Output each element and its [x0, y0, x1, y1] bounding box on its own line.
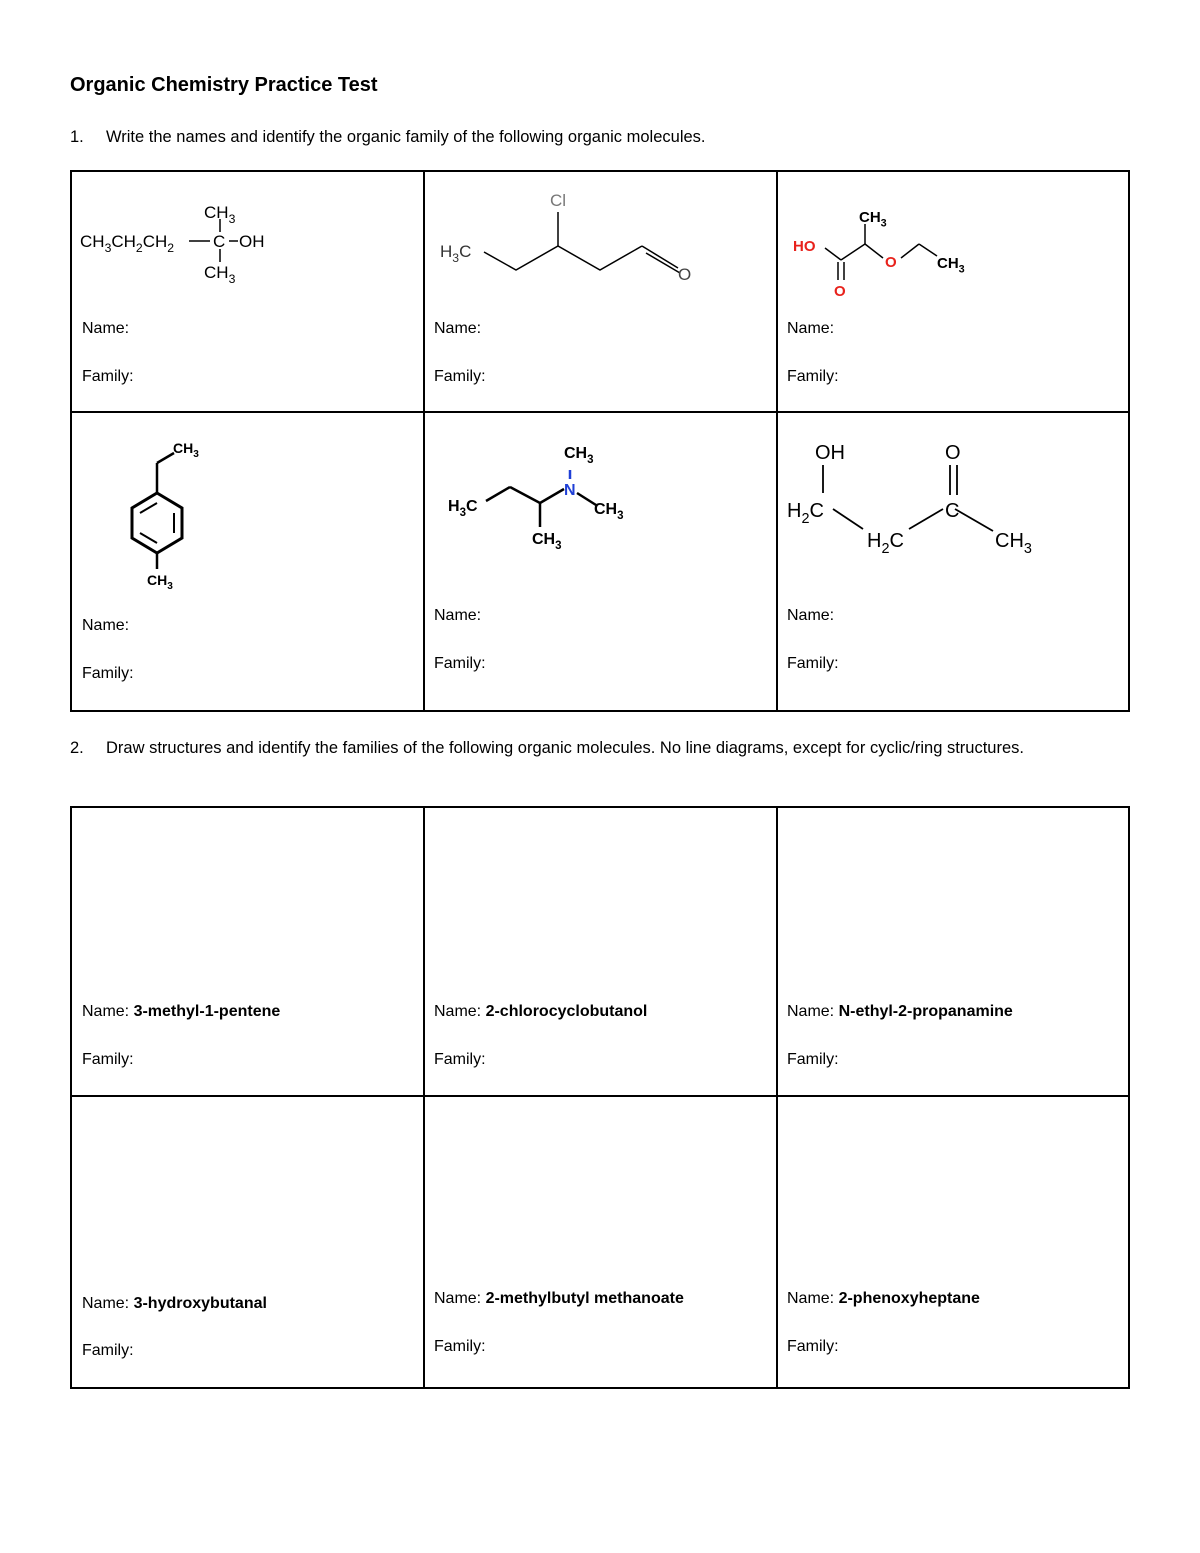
molecule-6-family-label: Family:: [787, 655, 839, 672]
molecule-4-ch3-bottom: $CH_3$: [147, 572, 173, 593]
question-1-table: [70, 170, 1130, 712]
molecule-2-chlorine: Cl: [550, 191, 567, 210]
question-2-text: Draw structures and identify the families of the following organic molecules. No line diagrams, except for cyclic/ring structures.: [106, 739, 1024, 757]
molecule-6-h2c-left: $H_2C$: [787, 500, 824, 527]
molecule-6-oh: OH: [815, 442, 845, 464]
draw-4-family-label: Family:: [82, 1342, 134, 1359]
molecule-3-name-label: Name:: [787, 320, 835, 337]
draw-cell-2[interactable]: [424, 808, 777, 1096]
molecule-2-oxygen: O: [678, 265, 692, 284]
molecule-3-ch3-top: $CH_3$: [859, 209, 887, 230]
draw-cell-4[interactable]: [72, 1097, 424, 1389]
molecule-1-structure: [72, 172, 424, 302]
molecule-5-nitrogen: N: [564, 482, 576, 499]
molecule-2-h3c: $H_3C$: [440, 242, 472, 266]
molecule-2-structure: [424, 172, 777, 302]
molecule-cell-1: [72, 172, 424, 412]
draw-4-name: Name: 3-hydroxybutanal: [82, 1295, 267, 1312]
draw-6-family-label: Family:: [787, 1338, 839, 1355]
molecule-cell-5: [424, 413, 777, 711]
draw-cell-5[interactable]: [424, 1097, 777, 1389]
molecule-5-structure: [424, 413, 777, 563]
page-title: Organic Chemistry Practice Test: [70, 74, 378, 96]
draw-3-family-label: Family:: [787, 1051, 839, 1068]
molecule-1-chain: $CH_3CH_2CH_2$: [80, 232, 175, 256]
molecule-6-h2c-mid: $H_2C$: [867, 530, 904, 557]
draw-cell-3[interactable]: [777, 808, 1130, 1096]
molecule-1-carbon: C: [213, 232, 226, 251]
draw-3-name: Name: N-ethyl-2-propanamine: [787, 1003, 1013, 1020]
molecule-6-oxygen: O: [945, 442, 961, 464]
molecule-3-carbonyl-oxygen: O: [834, 283, 846, 300]
draw-5-family-label: Family:: [434, 1338, 486, 1355]
molecule-5-ch3-bottom: $CH_3$: [532, 531, 562, 552]
question-1-number: 1.: [70, 128, 84, 146]
molecule-5-family-label: Family:: [434, 655, 486, 672]
molecule-1-family-label: Family:: [82, 368, 134, 385]
molecule-6-carbon: C: [945, 500, 960, 522]
draw-1-family-label: Family:: [82, 1051, 134, 1068]
molecule-4-structure: [72, 413, 424, 603]
molecule-4-name-label: Name:: [82, 617, 130, 634]
draw-5-name: Name: 2-methylbutyl methanoate: [434, 1290, 684, 1307]
molecule-5-h3c: $H_3C$: [448, 498, 478, 519]
molecule-2-family-label: Family:: [434, 368, 486, 385]
molecule-4-ch3-top: $CH_3$: [173, 440, 199, 461]
molecule-3-family-label: Family:: [787, 368, 839, 385]
molecule-5-ch3-right: $CH_3$: [594, 501, 624, 522]
molecule-3-ch3-end: $CH_3$: [937, 255, 965, 276]
molecule-5-name-label: Name:: [434, 607, 482, 624]
molecule-6-name-label: Name:: [787, 607, 835, 624]
molecule-1-oh: OH: [239, 232, 265, 251]
question-2-table: [70, 806, 1130, 1389]
molecule-3-structure: [777, 172, 1130, 302]
molecule-2-name-label: Name:: [434, 320, 482, 337]
draw-cell-6[interactable]: [777, 1097, 1130, 1389]
draw-1-name: Name: 3-methyl-1-pentene: [82, 1003, 281, 1020]
molecule-cell-4: [72, 413, 424, 711]
molecule-cell-2: [424, 172, 777, 412]
draw-2-family-label: Family:: [434, 1051, 486, 1068]
molecule-1-name-label: Name:: [82, 320, 130, 337]
question-1: [70, 125, 1106, 150]
draw-cell-1[interactable]: [72, 808, 424, 1096]
molecule-5-ch3-top: $CH_3$: [564, 445, 594, 466]
molecule-cell-3: [777, 172, 1130, 412]
molecule-cell-6: [777, 413, 1130, 711]
molecule-1-ch3-top: $CH_3$: [204, 203, 236, 227]
question-1-text: Write the names and identify the organic family of the following organic molecules.: [106, 128, 706, 146]
draw-6-name: Name: 2-phenoxyheptane: [787, 1290, 980, 1307]
question-2: [70, 736, 1106, 761]
molecule-3-ho: HO: [793, 238, 816, 255]
draw-2-name: Name: 2-chlorocyclobutanol: [434, 1003, 648, 1020]
molecule-3-ether-oxygen: O: [885, 254, 897, 271]
molecule-4-family-label: Family:: [82, 665, 134, 682]
molecule-1-ch3-bottom: $CH_3$: [204, 263, 236, 287]
question-2-number: 2.: [70, 739, 84, 757]
molecule-6-ch3: $CH_3$: [995, 530, 1032, 557]
molecule-6-structure: [777, 413, 1130, 563]
